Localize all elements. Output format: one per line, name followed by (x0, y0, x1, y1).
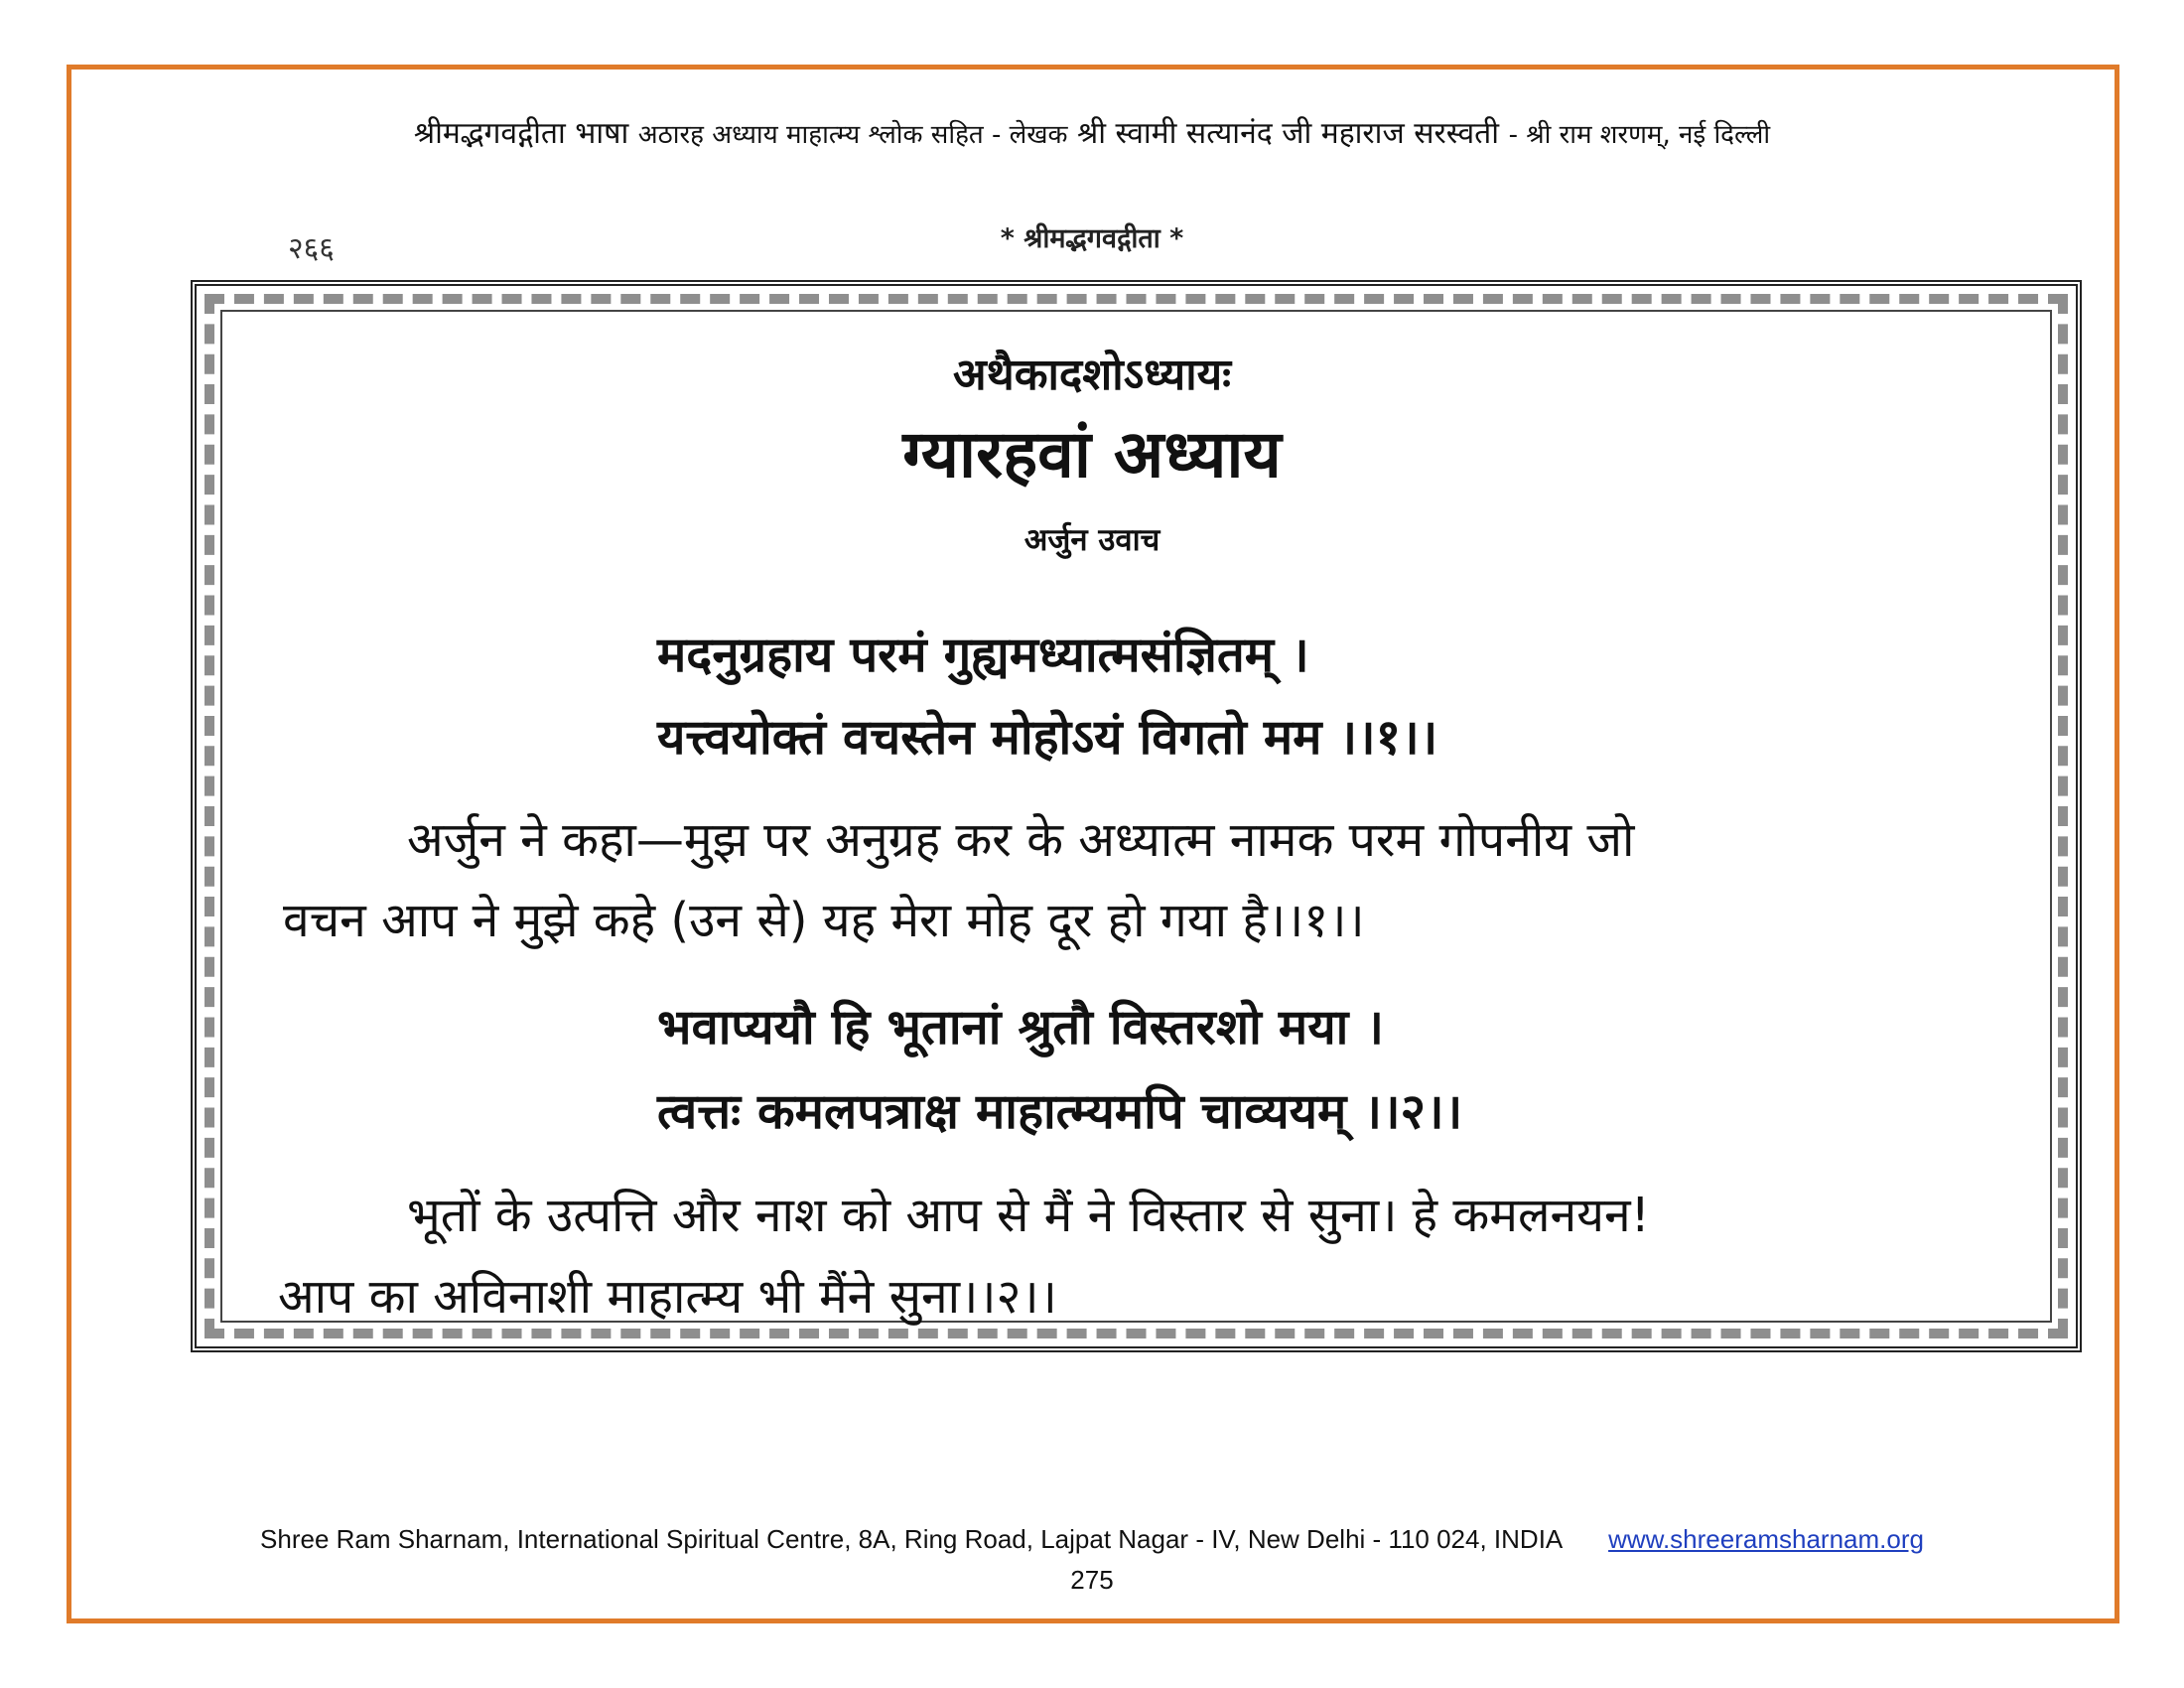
header-subtitle: अठारह अध्याय माहात्म्य श्लोक सहित - लेखक (637, 120, 1068, 150)
verse-1-line-2: यत्त्वयोक्तं वचस्तेन मोहोऽयं विगतो मम ।।१।। (657, 709, 1438, 766)
footer-address: Shree Ram Sharnam, International Spiritual Centre, 8A, Ring Road, Lajpat Nagar - IV, New Delhi - 110 024, INDIA (260, 1524, 1562, 1554)
footer (0, 1524, 2184, 1555)
translation-1-line-2: वचन आप ने मुझे कहे (उन से) यह मेरा मोह दूर हो गया है।।१।। (283, 893, 1365, 948)
verse-2-line-1: भवाप्ययौ हि भूतानां श्रुतौ विस्तरशो मया । (657, 999, 1384, 1055)
chapter-hindi-title: ग्यारहवां अध्याय (902, 416, 1282, 492)
header-author: श्री स्वामी सत्यानंद जी महाराज सरस्वती (1077, 116, 1500, 151)
translation-2-line-1: भूतों के उत्पत्ति और नाश को आप से मैं ने विस्तार से सुना। हे कमलनयन! (407, 1188, 1650, 1243)
book-running-title: * श्रीमद्भगवद्गीता * (1000, 223, 1184, 254)
verse-1-line-1: मदनुग्रहाय परमं गुह्यमध्यात्मसंज्ञितम् । (657, 627, 1309, 683)
chapter-sanskrit-title: अथैकादशोऽध्यायः (952, 350, 1231, 400)
header-publisher: - श्री राम शरणम्, नई दिल्ली (1508, 120, 1771, 150)
speaker-label: अर्जुन उवाच (1024, 522, 1160, 558)
footer-page-number: 275 (1070, 1565, 1114, 1595)
header-title: श्रीमद्भगवद्गीता भाषा (413, 116, 629, 151)
book-page-number: २६६ (288, 231, 335, 266)
document-header (89, 111, 2095, 152)
verse-2-line-2: त्वत्तः कमलपत्राक्ष माहात्म्यमपि चाव्ययम् ।।२।। (657, 1083, 1463, 1140)
translation-1-line-1: अर्जुन ने कहा—मुझ पर अनुग्रह कर के अध्यात्म नामक परम गोपनीय जो (407, 812, 1635, 868)
website-link[interactable]: www.shreeramsharnam.org (1608, 1524, 1924, 1554)
translation-2-line-2: आप का अविनाशी माहात्म्य भी मैंने सुना।।२।। (278, 1269, 1057, 1325)
